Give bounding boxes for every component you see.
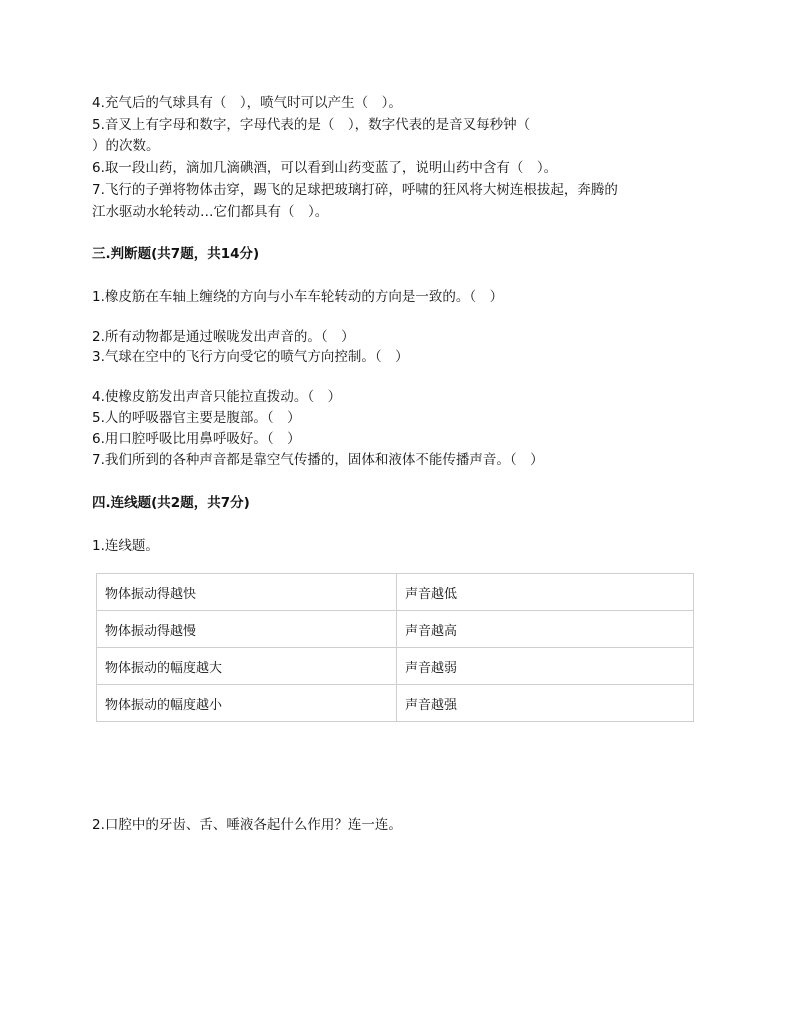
table-row [97,685,694,722]
judgement-q3: 3.气球在空中的飞行方向受它的喷气方向控制。（ ） [92,349,409,365]
table-cell-left[interactable]: 物体振动得越快 [97,574,397,611]
table-row [97,648,694,685]
matching-q2: 2.口腔中的牙齿、舌、唾液各起什么作用？连一连。 [92,817,402,833]
fill-blank-q5-cont: ）的次数。 [92,138,160,154]
table-row [97,574,694,611]
table-cell-left[interactable]: 物体振动得越慢 [97,611,397,648]
judgement-q7: 7.我们所到的各种声音都是靠空气传播的，固体和液体不能传播声音。（ ） [92,452,544,468]
judgement-q6: 6.用口腔呼吸比用鼻呼吸好。（ ） [92,431,301,447]
section-heading-matching: 四.连线题(共2题，共7分) [92,495,250,511]
fill-blank-q4: 4.充气后的气球具有（ ），喷气时可以产生（ ）。 [92,95,402,111]
section-heading-judgement: 三.判断题(共7题，共14分) [92,246,260,262]
table-cell-right[interactable]: 声音越高 [397,611,694,648]
matching-q1: 1.连线题。 [92,538,159,554]
judgement-q1: 1.橡皮筋在车轴上缠绕的方向与小车车轮转动的方向是一致的。（ ） [92,289,504,305]
table-cell-right[interactable]: 声音越弱 [397,648,694,685]
table-cell-left[interactable]: 物体振动的幅度越小 [97,685,397,722]
judgement-q2: 2.所有动物都是通过喉咙发出声音的。（ ） [92,329,355,345]
table-cell-right[interactable]: 声音越强 [397,685,694,722]
matching-table [96,573,694,722]
table-cell-right[interactable]: 声音越低 [397,574,694,611]
judgement-q4: 4.使橡皮筋发出声音只能拉直拨动。（ ） [92,389,342,405]
fill-blank-q7-cont: 江水驱动水轮转动…它们都具有（ ）。 [92,204,329,220]
fill-blank-q7: 7.飞行的子弹将物体击穿，踢飞的足球把玻璃打碎，呼啸的狂风将大树连根拔起，奔腾的 [92,182,618,198]
fill-blank-q5: 5.音叉上有字母和数字，字母代表的是（ ），数字代表的是音叉每秒钟（ [92,117,531,133]
fill-blank-q6: 6.取一段山药，滴加几滴碘酒，可以看到山药变蓝了，说明山药中含有（ ）。 [92,160,558,176]
table-row [97,611,694,648]
table-cell-left[interactable]: 物体振动的幅度越大 [97,648,397,685]
judgement-q5: 5.人的呼吸器官主要是腹部。（ ） [92,410,301,426]
